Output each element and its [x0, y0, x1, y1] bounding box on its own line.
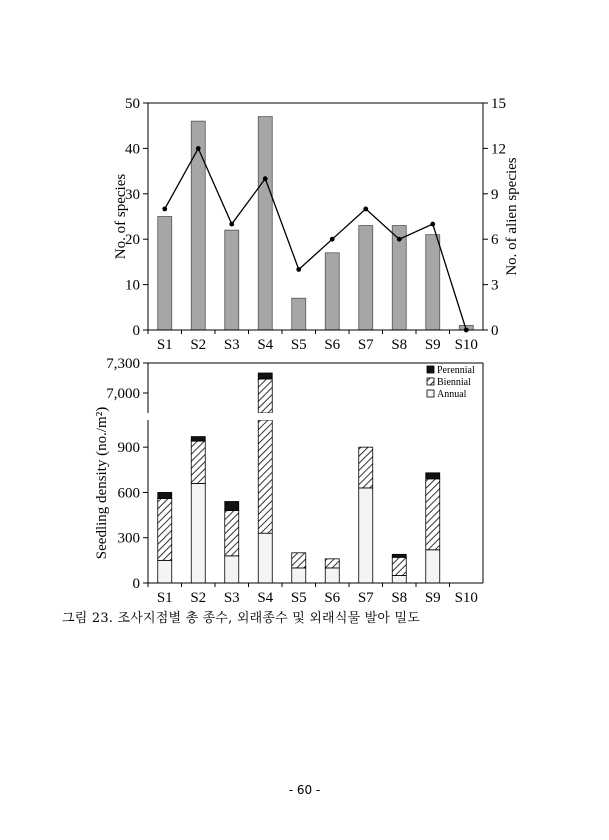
biennial-bar-s6: [325, 559, 339, 568]
x-tick-label-s1: S1: [156, 337, 173, 353]
seedling-density-chart: [0, 355, 609, 605]
right-axis-title: No. of alien species: [504, 157, 520, 276]
biennial-bar-s7: [359, 447, 373, 488]
species-bar-s6: [325, 253, 339, 330]
x-tick-label-s8: S8: [391, 590, 408, 605]
figure-caption: 그림 23. 조사지점별 총 종수, 외래종수 및 외래식물 발아 밀도: [62, 611, 421, 626]
x-tick-label-s9: S9: [424, 337, 441, 353]
species-bar-s4: [258, 117, 272, 330]
legend-label-perennial: Perennial: [437, 365, 475, 376]
alien-point-s3: [229, 222, 234, 227]
y-axis-title: Seedling density (no./m²): [94, 406, 110, 560]
annual-bar-s4: [258, 533, 272, 583]
perennial-bar-s2: [191, 437, 205, 442]
perennial-bar-s3: [225, 502, 239, 511]
biennial-bar-s1: [158, 498, 172, 560]
species-bar-s9: [426, 235, 440, 330]
alien-species-line: [165, 148, 467, 330]
legend-swatch-annual: [427, 390, 434, 397]
annual-bar-s5: [292, 568, 306, 583]
species-bar-s2: [191, 121, 205, 330]
y-tick-label: 300: [117, 530, 140, 547]
right-tick-label: 3: [491, 277, 499, 294]
alien-point-s9: [430, 222, 435, 227]
biennial-bar-s4-upper: [258, 379, 272, 413]
annual-bar-s3: [225, 556, 239, 583]
legend-label-annual: Annual: [437, 389, 467, 400]
biennial-bar-s8: [392, 557, 406, 575]
alien-point-s8: [397, 237, 402, 242]
x-tick-label-s3: S3: [223, 590, 240, 605]
y-tick-label: 600: [117, 485, 140, 502]
legend-label-biennial: Biennial: [437, 377, 471, 388]
biennial-bar-s9: [426, 479, 440, 550]
annual-bar-s1: [158, 560, 172, 583]
right-tick-label: 9: [491, 186, 499, 203]
left-tick-label: 50: [125, 96, 140, 112]
annual-bar-s8: [392, 575, 406, 583]
species-bar-s7: [359, 226, 373, 330]
right-tick-label: 15: [491, 96, 506, 112]
x-tick-label-s1: S1: [156, 590, 173, 605]
left-tick-label: 40: [125, 141, 140, 158]
perennial-bar-s1: [158, 492, 172, 498]
page-number: - 60 -: [288, 783, 321, 797]
biennial-bar-s2: [191, 441, 205, 483]
perennial-bar-s8: [392, 554, 406, 557]
annual-bar-s6: [325, 568, 339, 583]
x-tick-label-s5: S5: [290, 337, 307, 353]
species-bar-s1: [158, 217, 172, 331]
annual-bar-s2: [191, 483, 205, 583]
left-tick-label: 0: [132, 323, 140, 339]
perennial-bar-s4: [258, 373, 272, 379]
x-tick-label-s4: S4: [257, 337, 274, 353]
y-tick-label: 0: [132, 576, 140, 592]
x-tick-label-s6: S6: [324, 590, 341, 605]
x-tick-label-s4: S4: [257, 590, 274, 605]
legend-swatch-perennial: [427, 366, 434, 373]
alien-point-s1: [162, 207, 167, 212]
x-tick-label-s2: S2: [190, 590, 207, 605]
species-bar-s3: [225, 230, 239, 330]
left-tick-label: 20: [125, 232, 140, 249]
y-tick-label: 7,000: [106, 386, 140, 402]
right-tick-label: 0: [491, 323, 499, 339]
right-tick-label: 6: [491, 232, 499, 249]
left-axis-title: No. of species: [113, 173, 129, 260]
annual-bar-s9: [426, 550, 440, 583]
alien-point-s4: [263, 176, 268, 181]
annual-bar-s7: [359, 488, 373, 583]
legend-swatch-biennial: [427, 378, 434, 385]
alien-point-s5: [296, 267, 301, 272]
biennial-bar-s3: [225, 511, 239, 556]
x-tick-label-s6: S6: [324, 337, 341, 353]
y-tick-label: 900: [117, 440, 140, 457]
x-tick-label-s9: S9: [424, 590, 441, 605]
x-tick-label-s3: S3: [223, 337, 240, 353]
alien-point-s7: [363, 207, 368, 212]
perennial-bar-s9: [426, 473, 440, 479]
species-chart: [0, 0, 609, 360]
x-tick-label-s10: S10: [454, 590, 478, 605]
alien-point-s2: [196, 146, 201, 151]
right-tick-label: 12: [491, 141, 506, 158]
alien-point-s6: [330, 237, 335, 242]
biennial-bar-s5: [292, 553, 306, 568]
left-tick-label: 30: [125, 186, 140, 203]
x-tick-label-s8: S8: [391, 337, 408, 353]
species-bar-s5: [292, 298, 306, 330]
x-tick-label-s2: S2: [190, 337, 207, 353]
y-tick-label: 7,300: [106, 356, 140, 372]
biennial-bar-s4-lower: [258, 420, 272, 533]
axis-break-gap: [146, 413, 485, 420]
x-tick-label-s7: S7: [357, 337, 374, 353]
x-tick-label-s7: S7: [357, 590, 374, 605]
x-tick-label-s5: S5: [290, 590, 307, 605]
left-tick-label: 10: [125, 277, 140, 294]
x-tick-label-s10: S10: [454, 337, 478, 353]
